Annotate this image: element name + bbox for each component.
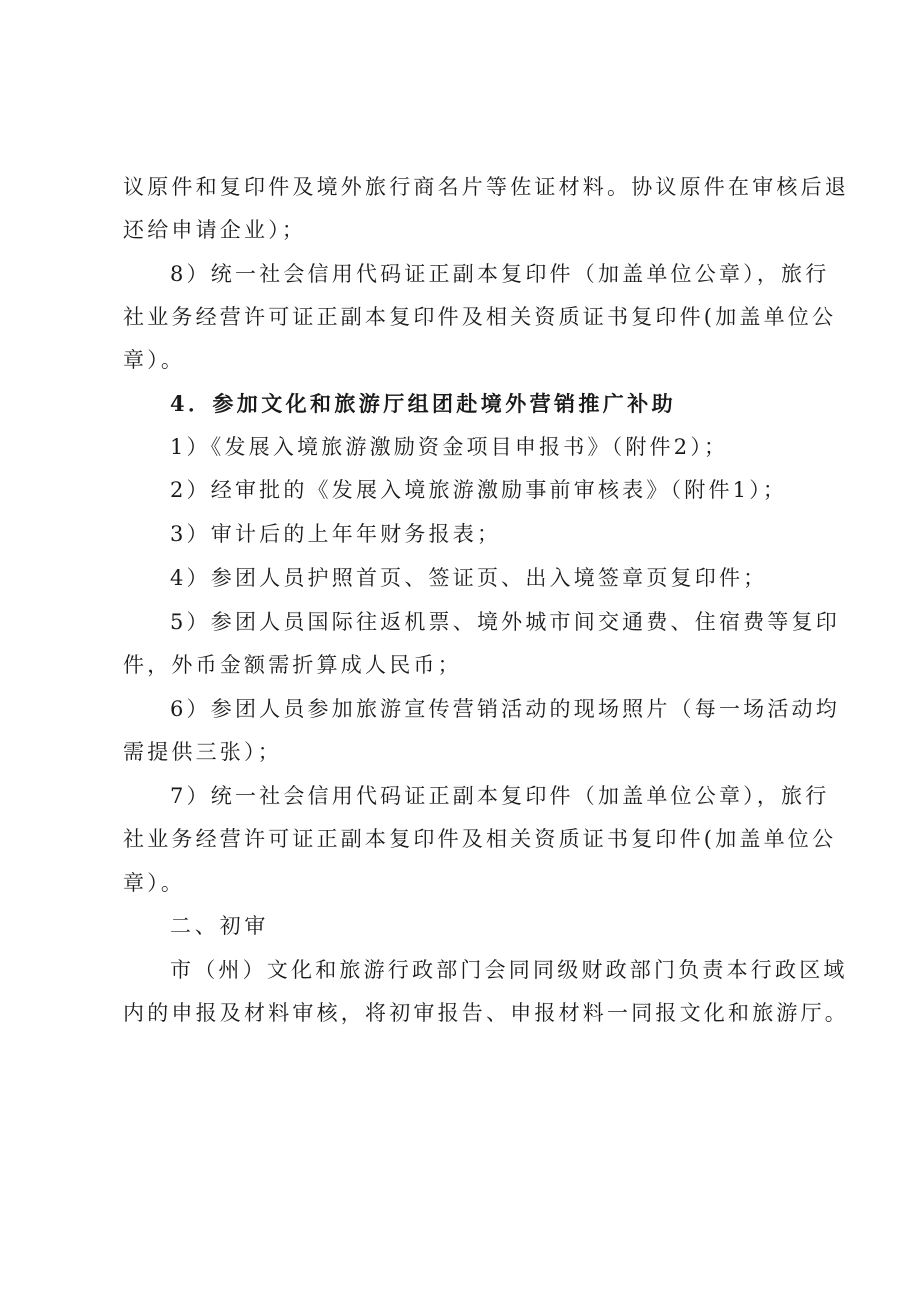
section-heading: 二、初审 — [170, 914, 270, 938]
text-line: 章）。 — [123, 871, 186, 895]
list-item: 6）参团人员参加旅游宣传营销活动的现场照片（每一场活动均 — [170, 697, 840, 721]
list-item: 1）《发展入境旅游激励资金项目申报书》（附件2）； — [170, 435, 729, 459]
text-line: 内的申报及材料审核，将初审报告、申报材料一同报文化和旅游厅。 — [123, 1001, 849, 1025]
list-item: 7）统一社会信用代码证正副本复印件（加盖单位公章），旅行 — [170, 784, 830, 808]
list-item: 3）审计后的上年年财务报表； — [170, 522, 502, 546]
list-item: 4）参团人员护照首页、签证页、出入境签章页复印件； — [170, 566, 768, 590]
text-line: 社业务经营许可证正副本复印件及相关资质证书复印件(加盖单位公 — [123, 827, 837, 851]
text-line: 议原件和复印件及境外旅行商名片等佐证材料。协议原件在审核后退 — [123, 175, 849, 199]
text-line: 件，外币金额需折算成人民币； — [123, 653, 462, 677]
list-item: 5）参团人员国际往返机票、境外城市间交通费、住宿费等复印 — [170, 610, 840, 634]
text-line: 8）统一社会信用代码证正副本复印件（加盖单位公章），旅行 — [170, 262, 830, 286]
text-line: 社业务经营许可证正副本复印件及相关资质证书复印件(加盖单位公 — [123, 305, 837, 329]
list-item: 2）经审批的《发展入境旅游激励事前审核表》（附件1）； — [170, 478, 788, 502]
section-heading: 4．参加文化和旅游厅组团赴境外营销推广补助 — [170, 391, 677, 416]
text-line: 章）。 — [123, 348, 186, 372]
text-line: 还给申请企业）； — [123, 218, 307, 242]
text-line: 市（州）文化和旅游行政部门会同同级财政部门负责本行政区域 — [170, 958, 848, 982]
text-line: 需提供三张）； — [123, 740, 282, 764]
